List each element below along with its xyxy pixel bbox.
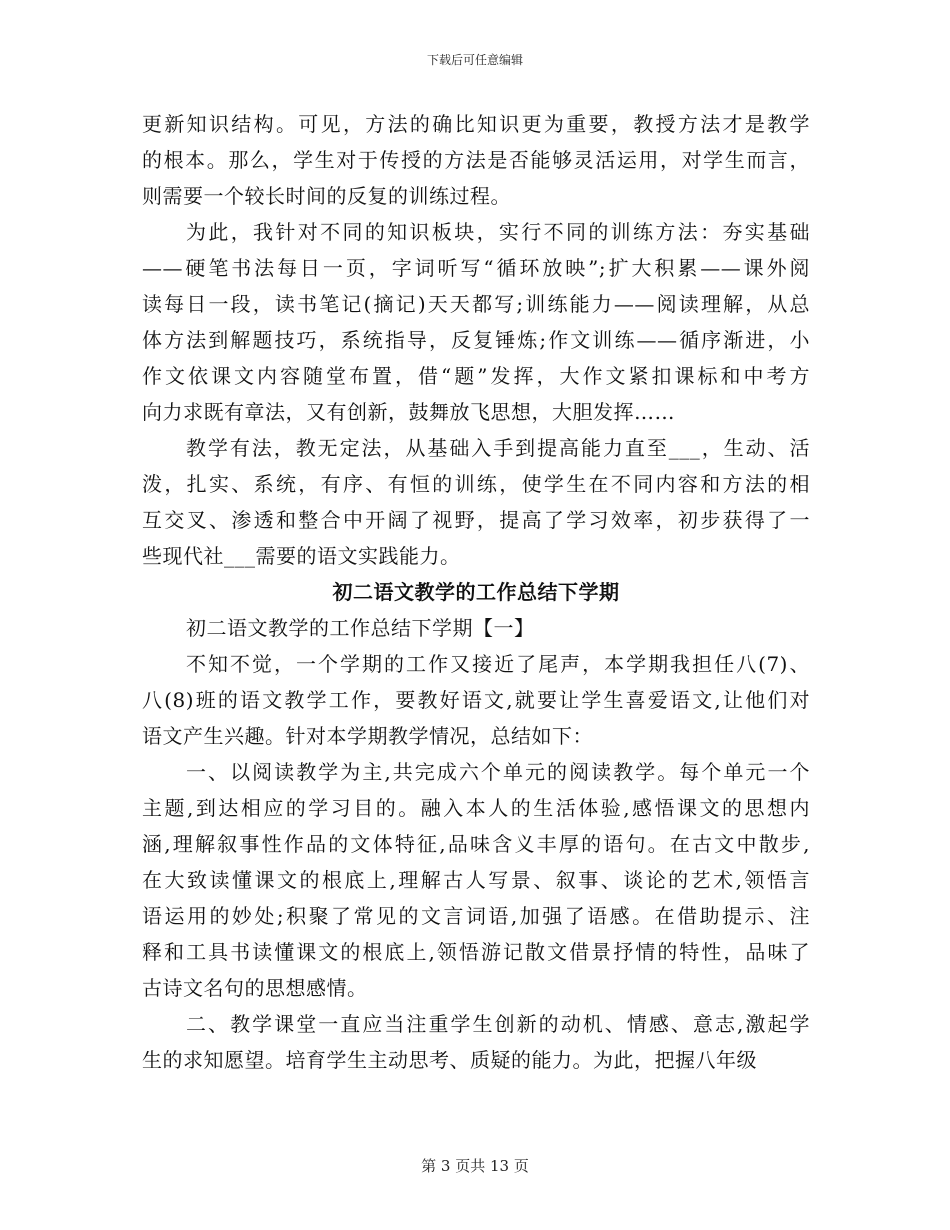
text-line: 涵,理解叙事性作品的文体特征,品味含义丰厚的语句。在古文中散步, [142,832,810,856]
text-line: 为此，我针对不同的知识板块，实行不同的训练方法：夯实基础 [186,220,810,244]
text-line: ——硬笔书法每日一页，字词听写“循环放映”;扩大积累——课外阅 [142,256,810,280]
text-line: 些现代社___需要的语文实践能力。 [142,544,461,568]
paragraph [142,430,810,574]
page-header: 下载后可任意编辑 [426,53,523,67]
text-line: 语文产生兴趣。针对本学期教学情况，总结如下： [142,724,593,748]
text-line: 泼，扎实、系统，有序、有恒的训练，使学生在不同内容和方法的相 [142,472,810,496]
paragraph [142,646,810,754]
section-title: 初二语文教学的工作总结下学期 [332,580,620,604]
text-line: 古诗文名句的思想感情。 [142,976,368,1000]
text-line: 读每日一段，读书笔记(摘记)天天都写;训练能力——阅读理解，从总 [142,292,810,316]
section-after-title [142,610,810,1078]
paragraph [142,610,810,646]
text-line: 八(8)班的语文教学工作，要教好语文,就要让学生喜爱语文,让他们对 [142,688,810,712]
text-line: 互交叉、渗透和整合中开阔了视野，提高了学习效率，初步获得了一 [142,508,810,532]
text-line: 一、以阅读教学为主,共完成六个单元的阅读教学。每个单元一个 [186,760,810,784]
paragraph [142,214,810,430]
text-line: 则需要一个较长时间的反复的训练过程。 [142,184,511,208]
text-line: 二、教学课堂一直应当注重学生创新的动机、情感、意志,激起学 [186,1012,810,1036]
paragraph [142,106,810,214]
text-line: 的根本。那么，学生对于传授的方法是否能够灵活运用，对学生而言， [142,148,810,172]
text-line: 语运用的妙处;积聚了常见的文言词语,加强了语感。在借助提示、注 [142,904,810,928]
section-before-title [142,106,810,574]
text-line: 初二语文教学的工作总结下学期【一】 [186,616,535,640]
paragraph [142,1006,810,1078]
text-line: 作文依课文内容随堂布置，借“题”发挥，大作文紧扣课标和中考方 [142,364,810,388]
text-line: 在大致读懂课文的根底上,理解古人写景、叙事、谈论的艺术,领悟言 [142,868,810,892]
text-line: 主题,到达相应的学习目的。融入本人的生活体验,感悟课文的思想内 [142,796,810,820]
text-line: 释和工具书读懂课文的根底上,领悟游记散文借景抒情的特性，品味了 [142,940,810,964]
text-line: 体方法到解题技巧，系统指导，反复锤炼;作文训练——循序渐进，小 [142,328,810,352]
text-line: 更新知识结构。可见，方法的确比知识更为重要，教授方法才是教学 [142,112,810,136]
text-line: 不知不觉，一个学期的工作又接近了尾声，本学期我担任八(7)、 [186,652,810,676]
text-line: 教学有法，教无定法，从基础入手到提高能力直至___，生动、活 [186,436,810,460]
paragraph [142,754,810,1006]
page-footer: 第 3 页共 13 页 [421,1157,529,1175]
document-body [142,106,810,1078]
text-line: 生的求知愿望。培育学生主动思考、质疑的能力。为此，把握八年级 [142,1048,757,1072]
text-line: 向力求既有章法，又有创新，鼓舞放飞思想，大胆发挥…… [142,400,675,424]
